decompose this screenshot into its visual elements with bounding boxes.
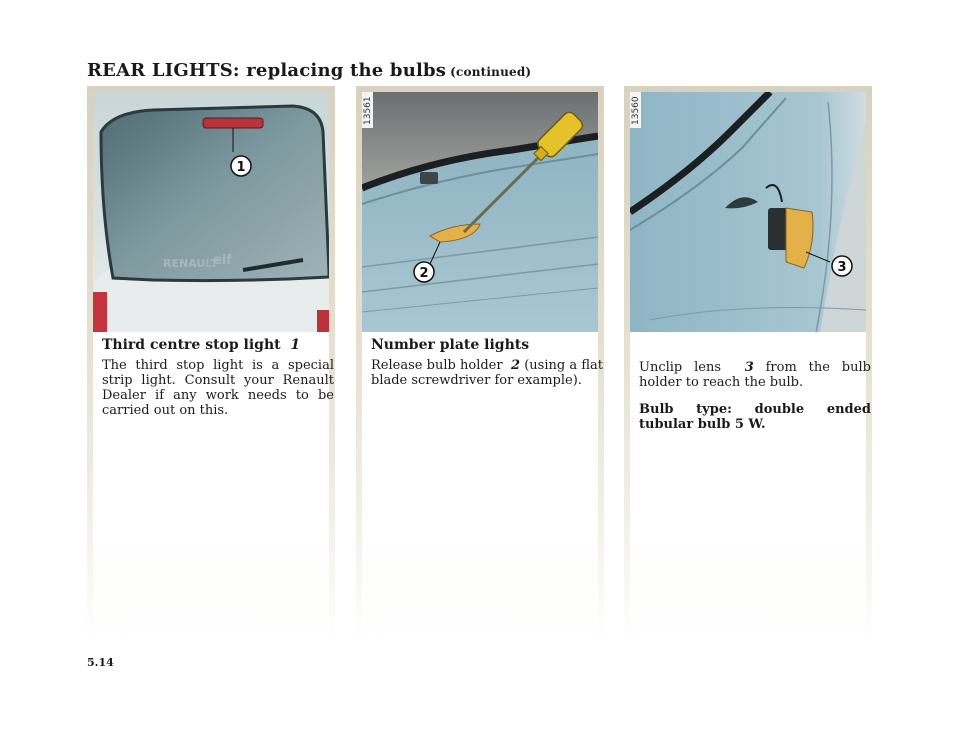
callout-3: 3 <box>837 260 847 275</box>
callout-2: 2 <box>419 266 429 281</box>
page-number: 5.14 <box>87 656 114 669</box>
heading-num-1: 1 <box>290 337 301 353</box>
heading-number-plate-lights: Number plate lights <box>371 337 530 353</box>
section-unclip-lens-text <box>639 360 871 436</box>
body-third-stop-light: The third stop light is a special strip light. Consult your Renault Dealer if any work needs to be carried out on this. <box>102 358 334 418</box>
svg-text:elf: elf <box>213 253 232 268</box>
body-number-plate: Release bulb holder 2 (using a flat blade screwdriver for example). <box>371 358 603 388</box>
title-continued: (continued) <box>450 65 532 79</box>
photo-code-13561: 13561 <box>363 96 373 125</box>
photo-screwdriver-bulb-holder <box>362 92 598 332</box>
photo-bulb-holder-lens <box>630 92 866 332</box>
column-third-stop-light <box>87 86 335 644</box>
photo-code-13560: 13560 <box>631 96 641 125</box>
body-unclip-lens: Unclip lens 3 from the bulb holder to reach the bulb. <box>639 360 871 390</box>
column-unclip-lens <box>624 86 872 644</box>
bulb-type-note: Bulb type: double ended tubular bulb 5 W. <box>639 402 871 432</box>
title-main: REAR LIGHTS: replacing the bulbs <box>87 60 447 81</box>
photo-rear-window <box>93 92 329 332</box>
section-number-plate-text <box>371 338 603 392</box>
callout-1: 1 <box>236 160 246 175</box>
section-third-stop-light-text <box>102 338 334 422</box>
heading-third-stop-light: Third centre stop light <box>102 337 281 353</box>
svg-text:RENAULT: RENAULT <box>163 257 218 270</box>
page-title <box>87 60 531 81</box>
body-num-2: 2 <box>510 358 521 373</box>
body-num-3: 3 <box>744 360 754 375</box>
column-number-plate-lights <box>356 86 604 644</box>
